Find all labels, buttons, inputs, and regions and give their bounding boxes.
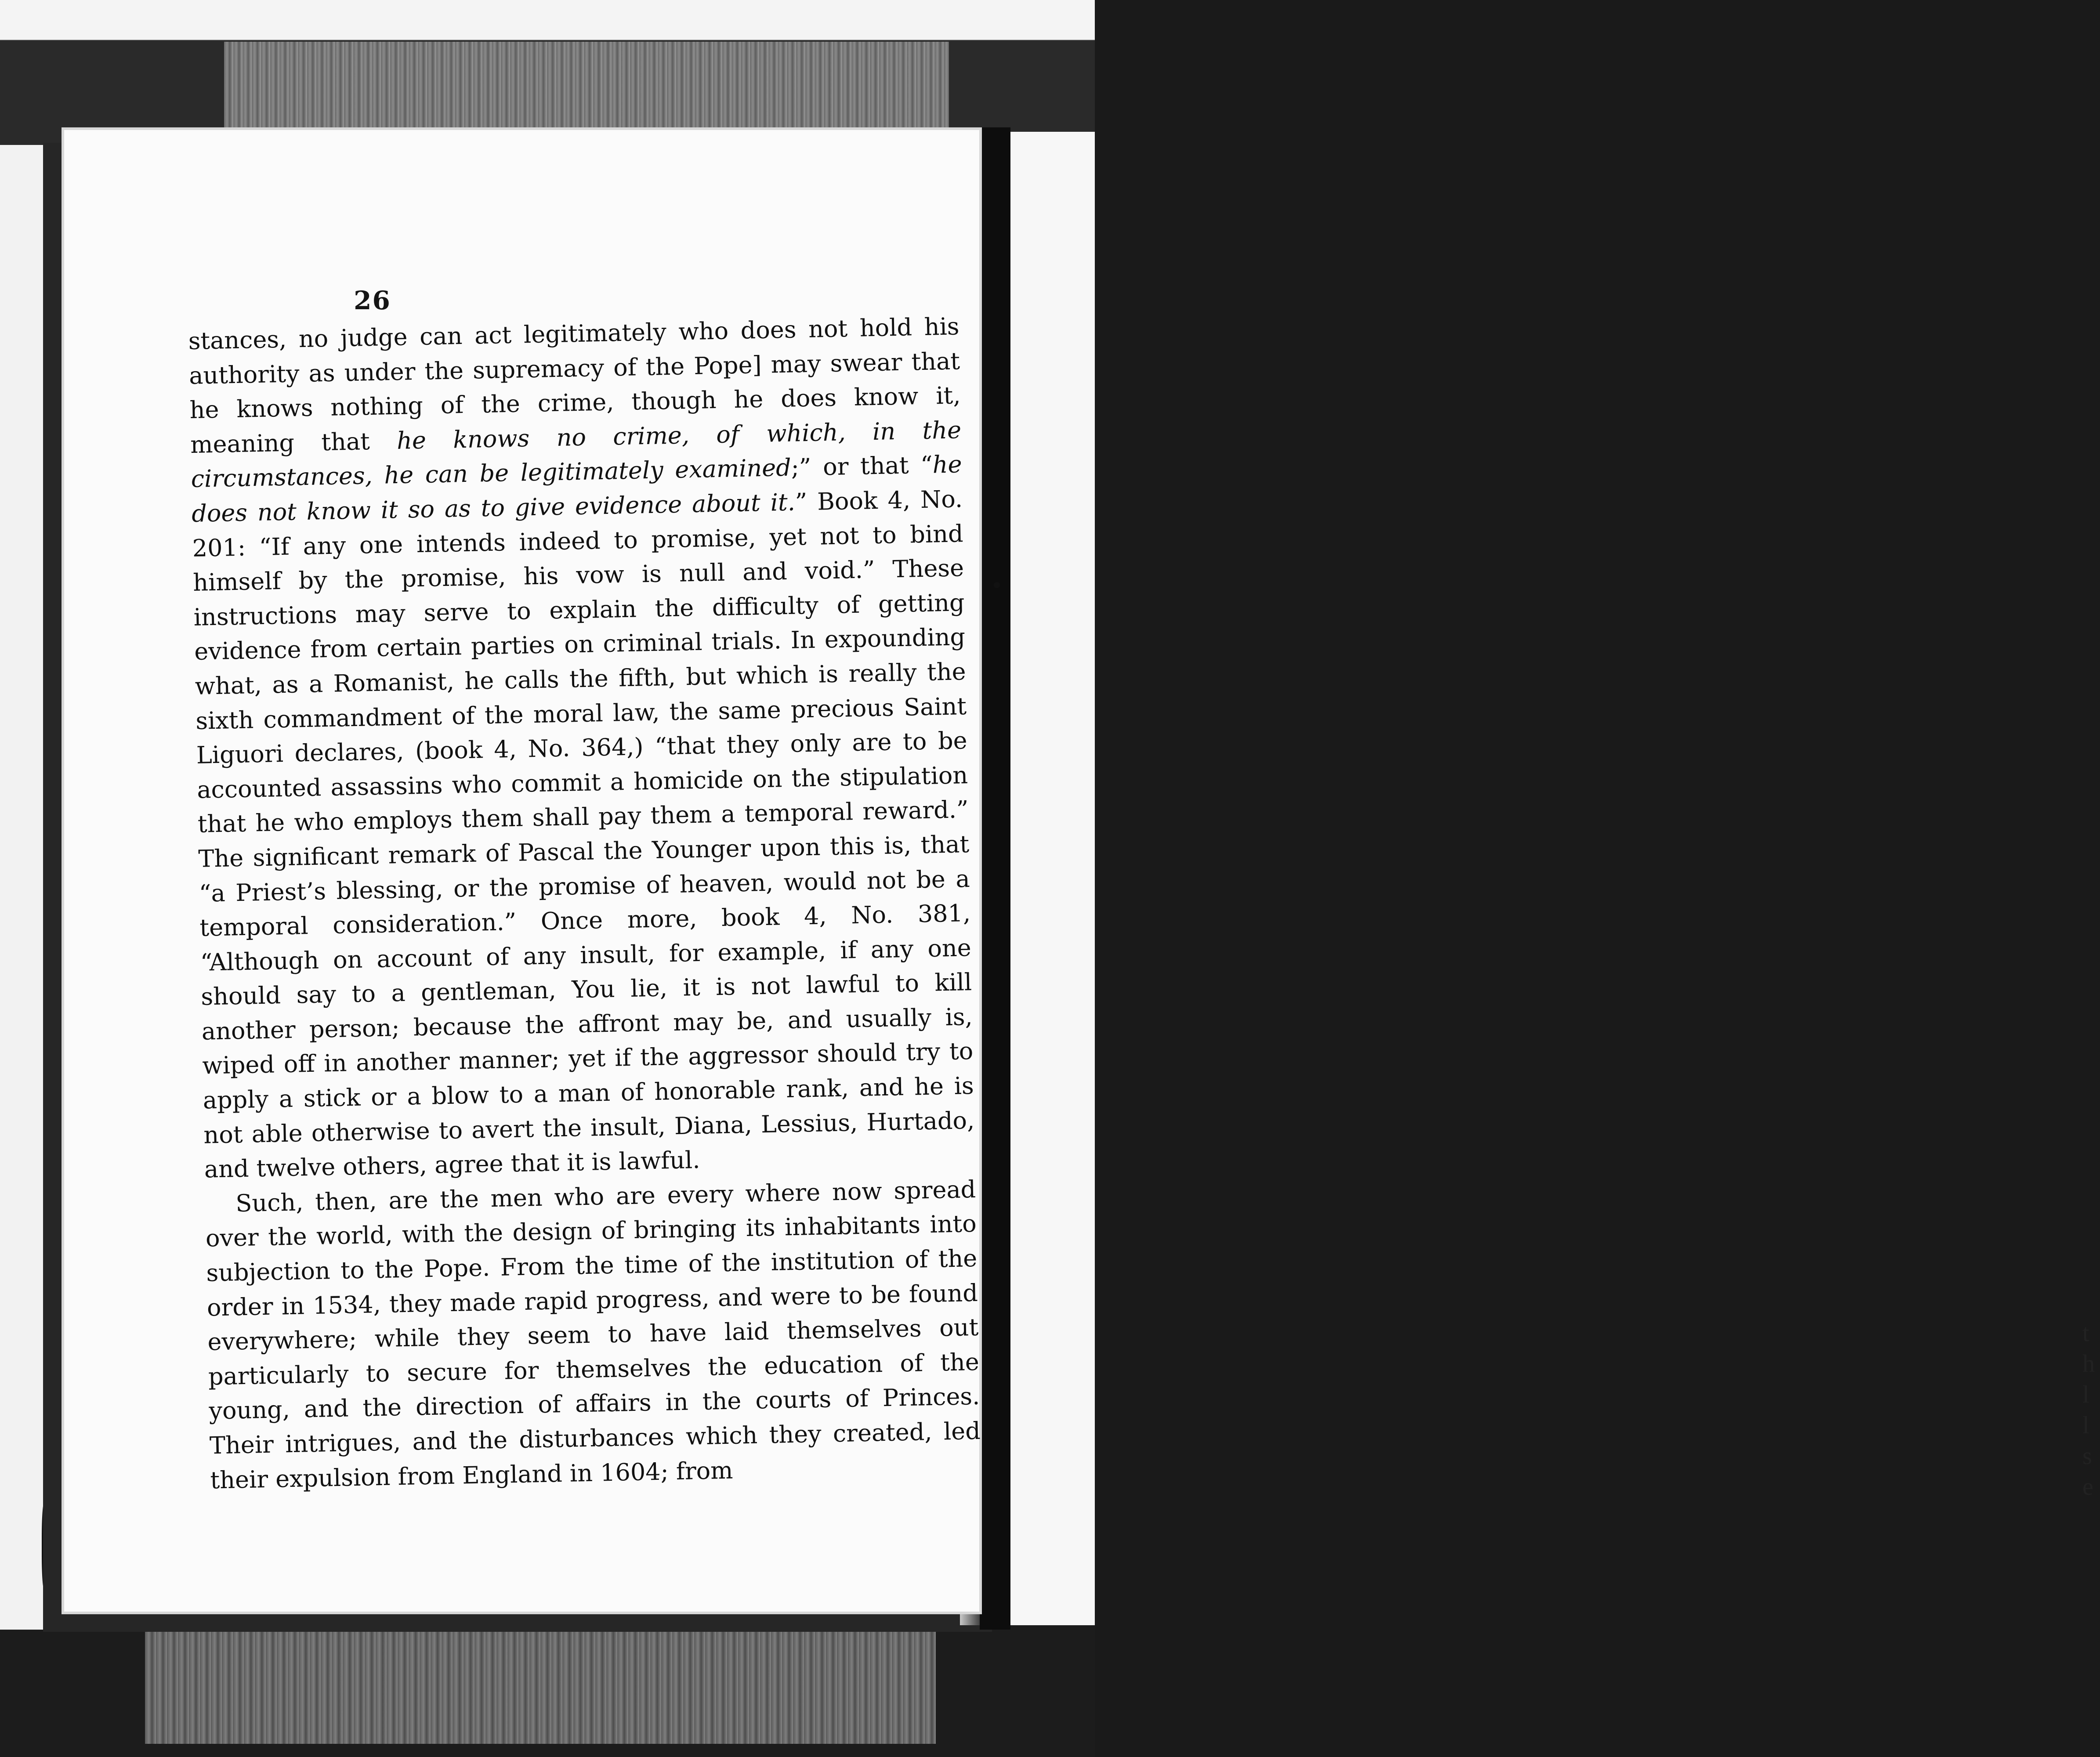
book-gutter — [980, 127, 1010, 1630]
paragraph-2: Such, then, are the men who are every where now spread over the world, with the design of bringing its inhabitants into subjection to the Pope. From the time of the institution of the order in 1534, they made rapid progress, and were to be found everywhere; while they seem to have laid themselves out particularly to secure for themselves the education of the young, and the direction of affairs in the courts of Princes. Their intrigues, and the disturbances which they created, led their expulsion from England in 1604; from — [205, 1175, 981, 1494]
facing-page-glyph: l — [2082, 1381, 2089, 1408]
text-run: ” Book 4, No. 201: “If any one intends indeed to promise, yet not to bind himself by the promise, his vow is null and void.” These instructions may serve to explain the difficulty of getting evidence from certain parties on criminal trials. In expounding what, as a Romanist, he calls the fifth, but which is really the sixth commandment of the moral law, the same precious Saint Liguori declares, (book 4, No. 364,) “that they only are to be accounted assassins who commit a homicide on the stipulation that he who employs them shall pay them a temporal reward.” The significant remark of Pascal the Younger upon this is, that “a Priest’s blessing, or the promise of heaven, would not be a temporal consideration.” Once more, book 4, No. 381, “Although on account of any insult, for example, if any one should say to a gentleman, You lie, it is not lawful to kill another person; because the affront may be, and usually is, wiped off in another manner; yet if the aggressor should try to apply a stick or a blow to a man of honorable rank, and he is not able otherwise to avert the insult, Diana, Lessius, Hurtado, and twelve others, agree that it is lawful. — [192, 485, 975, 1183]
page-body-text — [188, 309, 981, 1497]
facing-page — [1010, 132, 2095, 1625]
text-run: stances, no judge can act legitimately who does not hold his authority as under the supremacy of the Pope] may swear that he knows nothing of the crime, though he does know it, meaning that — [188, 312, 961, 459]
paragraph-1 — [188, 309, 975, 1187]
facing-page-glyph: l — [2082, 1412, 2089, 1439]
bottom-edge-pages — [145, 1630, 936, 1744]
ink-spot — [994, 582, 1000, 588]
italic-run: he does not know it so as to give evidence about it. — [191, 450, 963, 528]
text-run: ;” or that “ — [791, 451, 933, 482]
page-number: 26 — [354, 286, 391, 315]
facing-page-glyph: h — [2082, 1350, 2095, 1377]
facing-page-glyph: t — [2082, 1320, 2089, 1347]
italic-run: he knows no crime, of which, in the circumstances, he can be legitimately examined — [191, 416, 962, 493]
facing-page-glyph: s — [2082, 1442, 2092, 1470]
facing-page-edge-text — [2082, 1318, 2100, 1713]
book-page — [62, 127, 982, 1614]
facing-page-glyph: e — [2082, 1473, 2093, 1500]
